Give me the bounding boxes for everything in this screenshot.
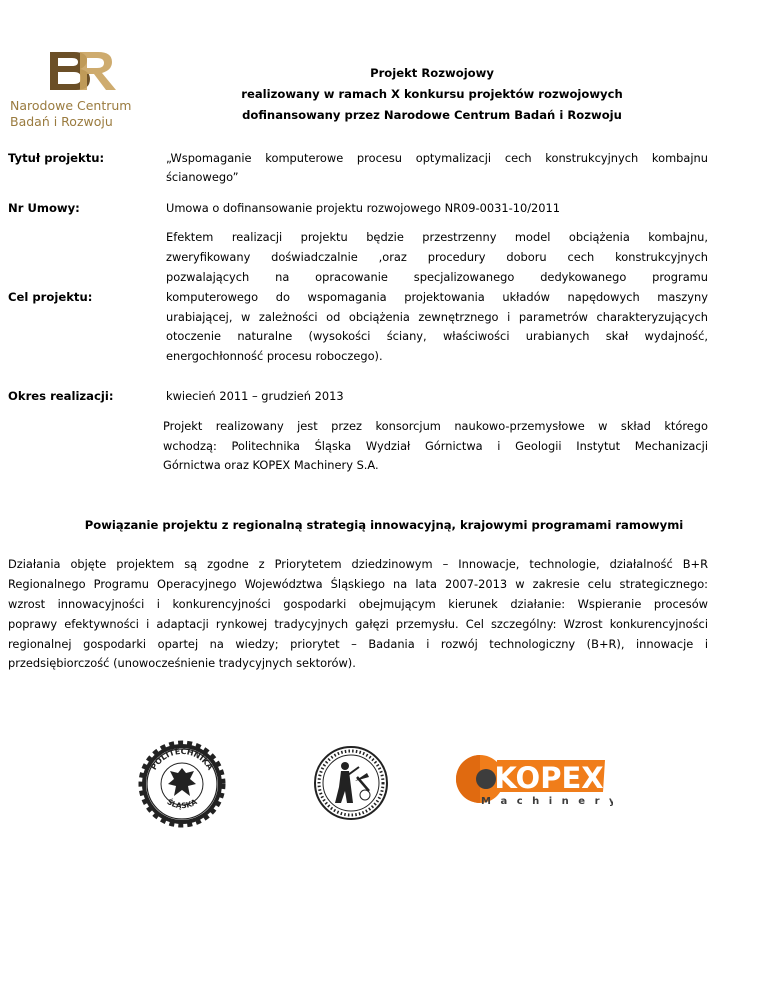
- goal-line: komputerowego do wspomagania projektowania układów napędowych maszyny: [166, 290, 708, 304]
- kopex-sub: Machinery: [481, 796, 613, 807]
- mining-faculty-seal-icon: [313, 739, 389, 827]
- contract-label: Nr Umowy:: [8, 201, 80, 215]
- consortium-line-3: Górnictwa oraz KOPEX Machinery S.A.: [163, 458, 379, 472]
- kopex-logo: [453, 752, 613, 808]
- regional-line: Działania objęte projektem są zgodne z Priorytetem dziedzinowym – Innowacje, technologie, działalność B+R: [8, 557, 708, 571]
- regional-line: poprawy efektywności i adaptacji rynkowej tradycyjnych gałęzi przemysłu. Cel szczególny: Wzrost konkurencyjności: [8, 617, 708, 631]
- polsl-seal: [138, 740, 226, 828]
- header-line-3: dofinansowany przez Narodowe Centrum Badań i Rozwoju: [242, 108, 622, 122]
- logo-line-1: Narodowe Centrum: [10, 98, 132, 113]
- title-label: Tytuł projektu:: [8, 151, 105, 165]
- goal-line: urabiającej, w zależności od obciążenia zewnętrznego i parametrów charakteryzujących: [166, 310, 708, 324]
- ncbr-logo-icon: [32, 46, 132, 94]
- polsl-bottom-text: ŚLĄSKA: [165, 797, 199, 811]
- consortium-line: [163, 419, 708, 433]
- logo-line-2: Badań i Rozwoju: [10, 114, 113, 129]
- title-line-1: „Wspomaganie komputerowe procesu optymalizacji cech konstrukcyjnych kombajnu: [166, 151, 708, 165]
- regional-line: przedsiębiorczość (unowocześnienie tradycyjnych sektorów).: [8, 656, 356, 670]
- regional-line: wzrost innowacyjności i konkurencyjności gospodarki obejmującym kierunek działanie: Wspieranie procesów: [8, 597, 708, 611]
- contract-value: Umowa o dofinansowanie projektu rozwojowego NR09-0031-10/2011: [166, 201, 561, 215]
- kopex-logo-icon: [453, 752, 613, 808]
- consortium-line-2: wchodzą: Politechnika Śląska Wydział Górnictwa i Geologii Instytut Mechanizacji: [163, 439, 708, 453]
- consortium-line-1: Projekt realizowany jest przez konsorcjum naukowo-przemysłowe w skład którego: [163, 419, 708, 433]
- regional-line: regionalnej gospodarki opartej na wiedzy; priorytet – Badania i rozwój technologiczny (B+R), innowacje i: [8, 637, 708, 651]
- title-line-2: ścianowego”: [166, 170, 239, 184]
- goal-label: Cel projektu:: [8, 290, 93, 304]
- mining-seal: [313, 739, 389, 827]
- goal-line: otoczenie naturalne (wysokości ściany, właściwości urabianych skał wydajność,: [166, 329, 708, 343]
- polsl-seal-icon: [138, 740, 226, 828]
- goal-line: zweryfikowany doświadczalnie ,oraz procedury doboru cech konstrukcyjnych: [166, 250, 708, 264]
- regional-line: Regionalnego Programu Operacyjnego Województwa Śląskiego na lata 2007-2013 w zakresie celu strategicznego:: [8, 577, 708, 591]
- consortium-line: [163, 439, 708, 453]
- header-line-2: realizowany w ramach X konkursu projektów rozwojowych: [241, 87, 623, 101]
- regional-title: Powiązanie projektu z regionalną strategią innowacyjną, krajowymi programami ramowymi: [84, 518, 684, 532]
- ncbr-logo: [8, 46, 158, 134]
- period-value: kwiecień 2011 – grudzień 2013: [166, 389, 344, 403]
- period-label: Okres realizacji:: [8, 389, 114, 403]
- polsl-top-text: POLITECHNIKA: [149, 746, 215, 772]
- goal-line: energochłonność procesu roboczego).: [166, 349, 383, 363]
- goal-line: pozwalających na opracowanie specjalizowanego dedykowanego programu: [166, 270, 708, 284]
- header-line-1: Projekt Rozwojowy: [370, 66, 494, 80]
- goal-line: Efektem realizacji projektu będzie przestrzenny model obciążenia kombajnu,: [166, 230, 708, 244]
- kopex-name: KOPEX: [494, 761, 604, 795]
